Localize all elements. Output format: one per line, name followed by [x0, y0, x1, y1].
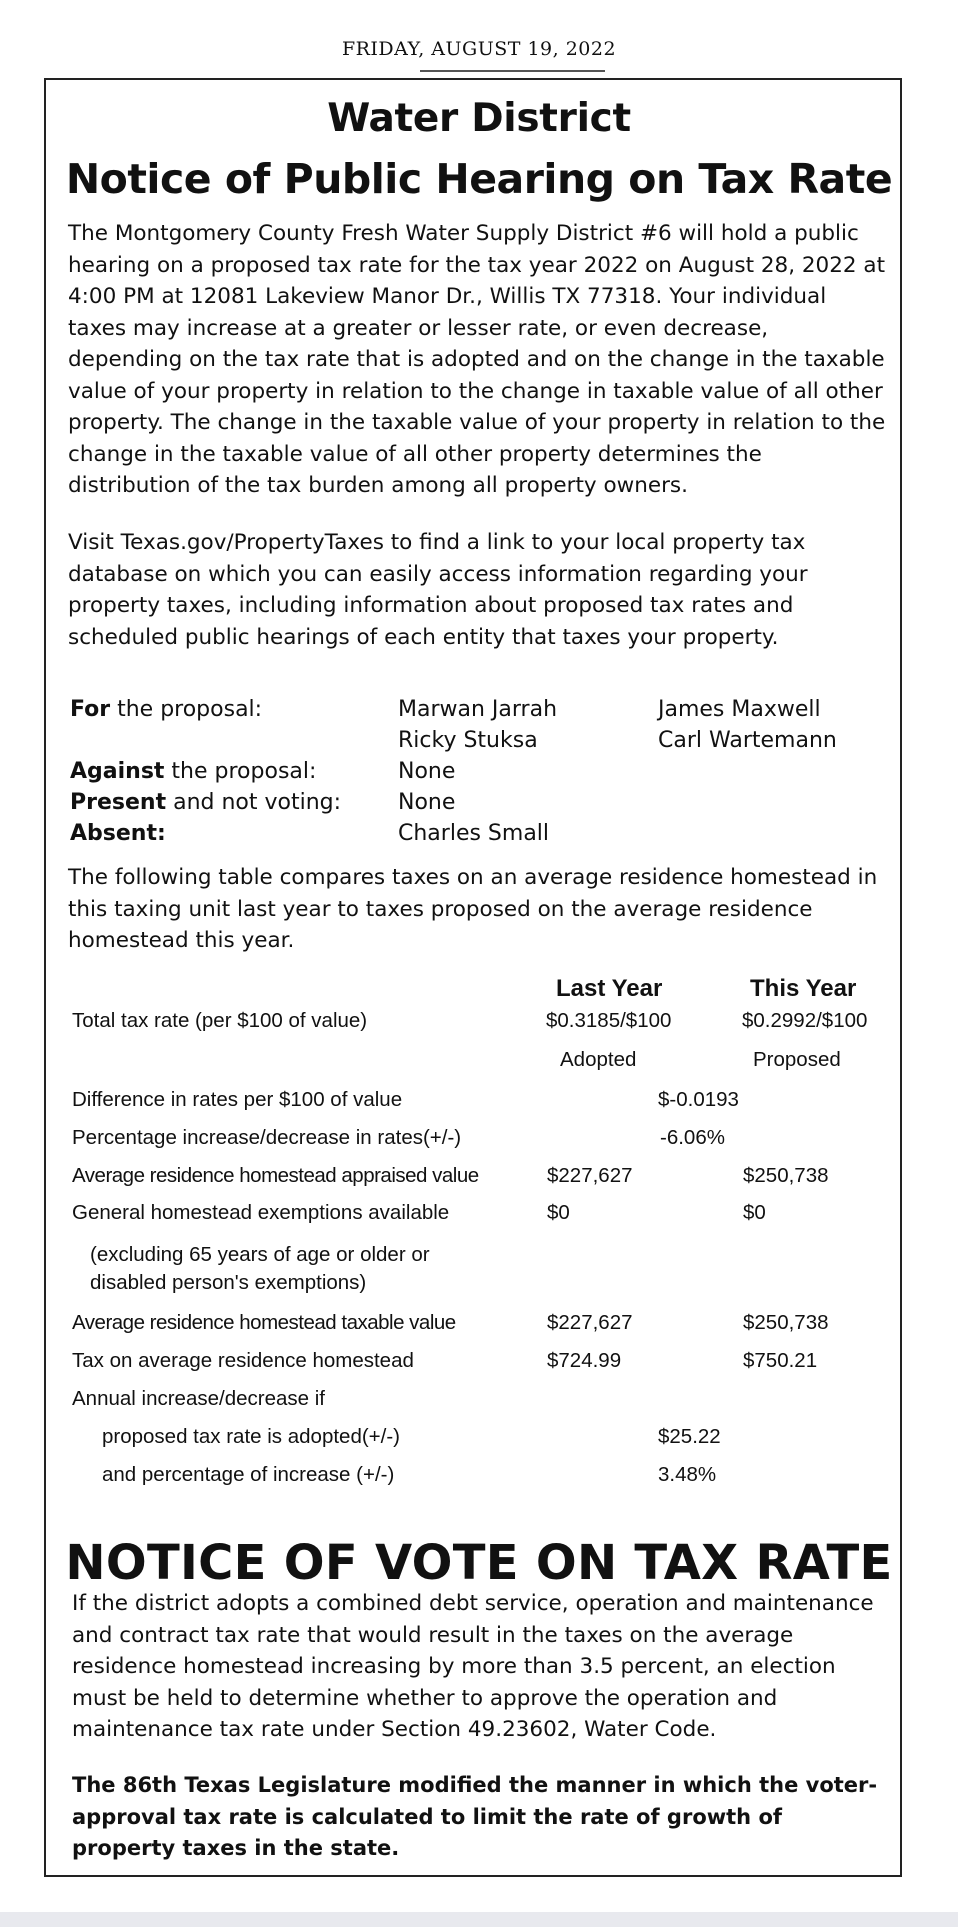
- roster-name: Ricky Stuksa: [398, 728, 538, 753]
- roster-value-absent: Charles Small: [398, 821, 550, 846]
- row-label-percentage: Percentage increase/decrease in rates(+/-): [72, 1126, 462, 1149]
- notice-title: Water District: [327, 96, 631, 141]
- row-label-exemptions: General homestead exemptions available: [72, 1201, 450, 1224]
- row-label-difference: Difference in rates per $100 of value: [72, 1088, 403, 1111]
- row-label-taxable: Average residence homestead taxable value: [72, 1311, 456, 1334]
- row-label-annual: Annual increase/decrease if: [72, 1387, 325, 1410]
- legislature-paragraph: The 86th Texas Legislature modified the manner in which the voter-approval tax rate is calculated to limit the rate of growth of property taxes in the state.: [72, 1773, 878, 1860]
- vote-paragraph: If the district adopts a combined debt service, operation and maintenance and contract tax rate that would result in the taxes on the average residence homestead increasing by more than 3.5 percent, an election must be held to determine whether to approve the operation and maintenance tax rate under Section 49.23602, Water Code.: [72, 1591, 874, 1742]
- roster-label-for: For the proposal:: [70, 697, 263, 722]
- cell-percentage: -6.06%: [660, 1126, 725, 1149]
- roster-row-for: [70, 694, 890, 725]
- vote-notice-title: NOTICE OF VOTE ON TAX RATE: [65, 1535, 893, 1591]
- roster-name: Marwan Jarrah: [398, 697, 558, 722]
- cell-total-rate-last: $0.3185/$100: [546, 1009, 672, 1032]
- exemptions-note: disabled person's exemptions): [90, 1271, 367, 1294]
- cell-exemptions-last: $0: [547, 1201, 570, 1224]
- column-header-last-year: Last Year: [556, 975, 663, 1002]
- cell-taxable-this: $250,738: [743, 1311, 829, 1334]
- roster-name: James Maxwell: [658, 697, 821, 722]
- roster-row-present: [70, 787, 890, 818]
- row-label-pct-increase: and percentage of increase (+/-): [102, 1463, 395, 1486]
- status-proposed: Proposed: [753, 1048, 841, 1071]
- status-adopted: Adopted: [560, 1048, 637, 1071]
- roster-label-absent: Absent:: [70, 821, 166, 846]
- roster-label-present: Present and not voting:: [70, 790, 342, 815]
- column-header-this-year: This Year: [750, 975, 857, 1002]
- cell-tax-last: $724.99: [547, 1349, 622, 1372]
- row-label-tax: Tax on average residence homestead: [72, 1349, 414, 1372]
- cell-appraised-last: $227,627: [547, 1164, 633, 1187]
- row-label-adopted-change: proposed tax rate is adopted(+/-): [102, 1425, 400, 1448]
- roster-value-against: None: [398, 759, 456, 784]
- roster-row-against: [70, 756, 890, 787]
- cell-adopted-change: $25.22: [658, 1425, 721, 1448]
- roster-row-for-cont: [70, 725, 890, 756]
- row-label-total-rate: Total tax rate (per $100 of value): [72, 1009, 368, 1032]
- vote-roster: [70, 694, 890, 849]
- row-label-appraised: Average residence homestead appraised value: [72, 1164, 479, 1187]
- dateline-rule: [420, 70, 605, 72]
- cell-pct-increase: 3.48%: [658, 1463, 717, 1486]
- cell-taxable-last: $227,627: [547, 1311, 633, 1334]
- roster-row-absent: [70, 818, 890, 849]
- roster-name: Carl Wartemann: [658, 728, 837, 753]
- comparison-paragraph: The following table compares taxes on an average residence homestead in this taxing unit last year to taxes proposed on the average residence homestead this year.: [68, 865, 878, 953]
- notice-subtitle: Notice of Public Hearing on Tax Rate: [65, 155, 893, 203]
- cell-tax-this: $750.21: [743, 1349, 818, 1372]
- cell-total-rate-this: $0.2992/$100: [742, 1009, 868, 1032]
- roster-value-present: None: [398, 790, 456, 815]
- cell-difference: $-0.0193: [658, 1088, 739, 1111]
- cell-appraised-this: $250,738: [743, 1164, 829, 1187]
- roster-label-against: Against the proposal:: [70, 759, 317, 784]
- visit-paragraph: Visit Texas.gov/PropertyTaxes to find a link to your local property tax database on which you can easily access information regarding your property taxes, including information about proposed tax rates and scheduled public hearings of each entity that taxes your property.: [68, 530, 808, 650]
- bottom-strip: [0, 1912, 958, 1927]
- cell-exemptions-this: $0: [743, 1201, 766, 1224]
- exemptions-note: (excluding 65 years of age or older or: [90, 1243, 430, 1266]
- intro-paragraph: The Montgomery County Fresh Water Supply District #6 will hold a public hearing on a proposed tax rate for the tax year 2022 on August 28, 2022 at 4:00 PM at 12081 Lakeview Manor Dr., Willis TX 77318. Your individual taxes may increase at a greater or lesser rate, or even decrease, depending on the tax rate that is adopted and on the change in the taxable value of your property in relation to the change in taxable value of all other property. The change in the taxable value of your property in relation to the change in the taxable value of all other property determines the distribution of the tax burden among all property owners.: [68, 221, 886, 498]
- dateline: FRIDAY, AUGUST 19, 2022: [341, 38, 617, 60]
